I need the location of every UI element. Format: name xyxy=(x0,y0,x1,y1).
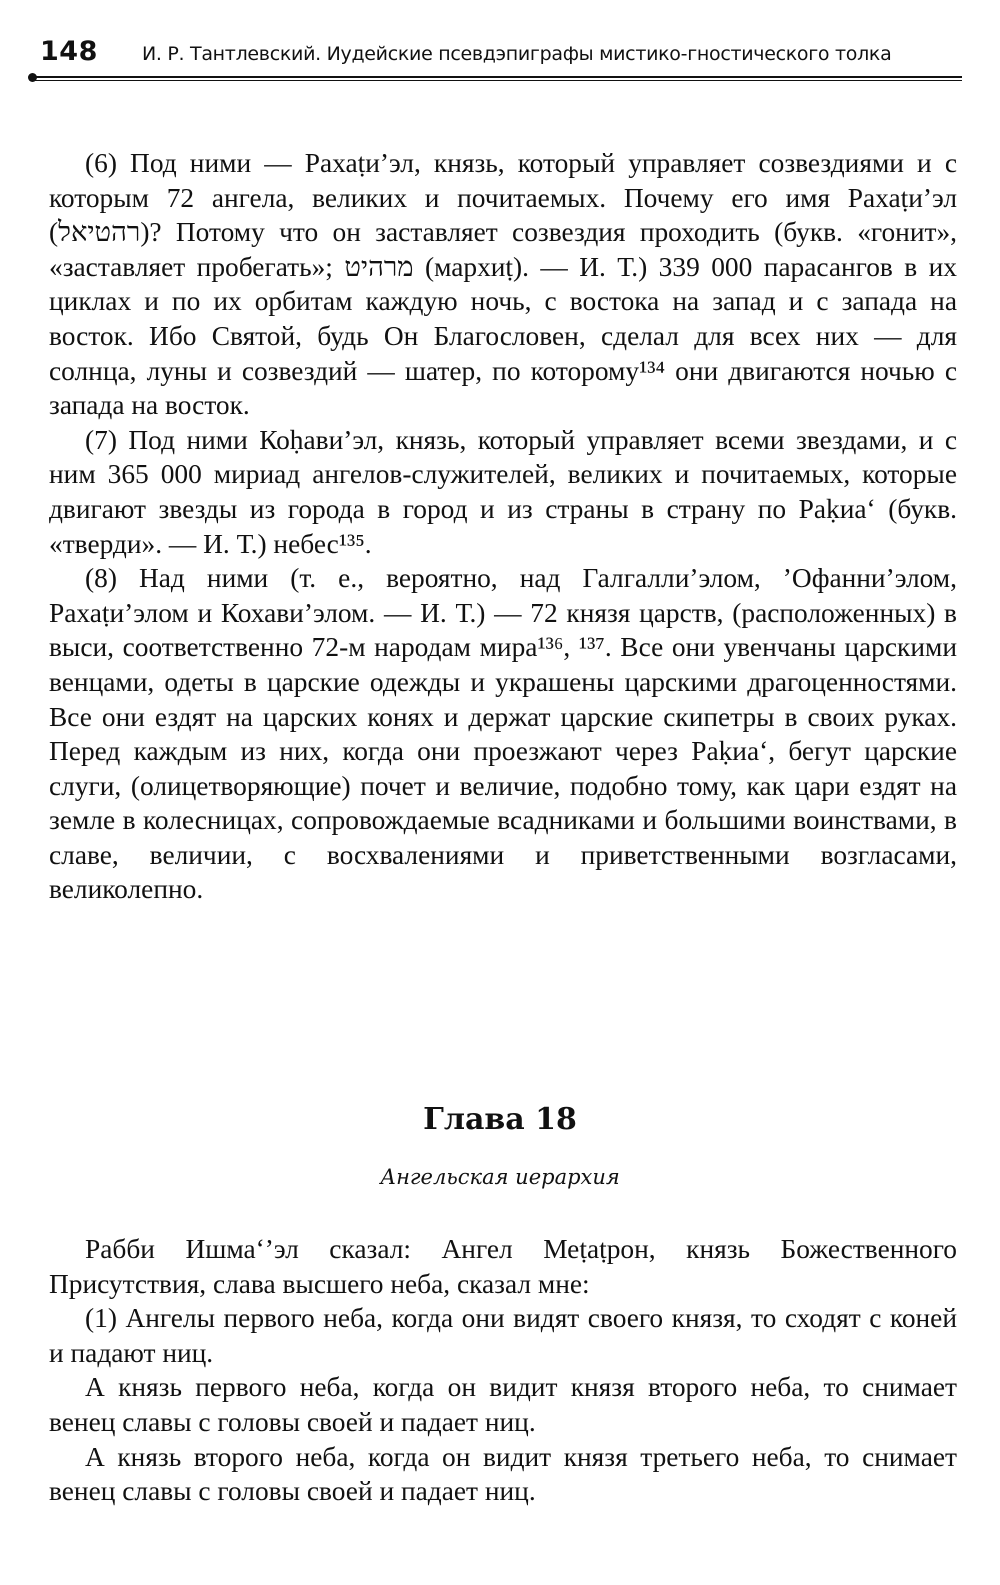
paragraph-7: (7) Под ними Коḥави’эл, князь, который управляет всеми звездами, и с ним 365 000 мириад ангелов-служителей, великих и почитаемых, которые двигают звезды из города в город и из страны в страну по Раḳиа‘ (букв. «тверди». — И. Т.) небес¹³⁵. xyxy=(49,424,957,559)
text-block-bottom xyxy=(49,1232,957,1509)
paragraph-intro: Рабби Ишма‘’эл сказал: Ангел Меṭаṭрон, князь Божественного Присутствия, слава высшего неба, сказал мне: xyxy=(49,1234,957,1299)
text-block-top xyxy=(49,146,957,907)
running-title: И. Р. Тантлевский. Иудейские псевдэпиграфы мистико-гностического толка xyxy=(142,43,892,65)
paragraph-6: (6) Под ними — Рахаṭи’эл, князь, который управляет созвездиями и с которым 72 ангела, великих и почитаемых. Почему его имя Рахаṭи’эл (רהטיאל)? Потому что он заставляет созвездия проходить (букв. «гонит», «заставляет пробегать»; מרהיט (мархиṭ). — И. Т.) 339 000 парасангов в их циклах и по их орбитам каждую ночь, с востока на запад и с запада на восток. Ибо Святой, будь Он Благословен, сделал для всех них — для солнца, луны и созвездий — шатер, по которому¹³⁴ они двигаются ночью с запада на восток. xyxy=(49,148,957,421)
running-header xyxy=(30,36,962,72)
header-rule-thick xyxy=(30,76,962,78)
page-number: 148 xyxy=(40,36,98,67)
paragraph-second-prince: А князь второго неба, когда он видит князя третьего неба, то снимает венец славы с головы своей и падает ниц. xyxy=(49,1441,957,1507)
paragraph-8: (8) Над ними (т. е., вероятно, над Галгалли’элом, ’Офанни’элом, Рахаṭи’элом и Кохави’элом. — И. Т.) — 72 князя царств, (расположенных) в выси, соответственно 72-м народам мира¹³⁶, ¹³⁷. Все они увенчаны царскими венцами, одеты в царские одежды и украшены царскими драгоценностями. Все они ездят на царских конях и держат царские скипетры в своих руках. Перед каждым из них, когда они проезжают через Раḳиа‘, бегут царские слуги, (олицетворяющие) почет и величие, подобно тому, как цари ездят на земле в колесницах, сопровождаемые всадниками и большими воинствами, в славе, величии, с восхвалениями и приветственными возгласами, великолепно. xyxy=(49,563,957,905)
header-rule xyxy=(30,76,962,81)
paragraph-first-prince: А князь первого неба, когда он видит князя второго неба, то снимает венец славы с головы своей и падает ниц. xyxy=(49,1372,957,1437)
chapter-subtitle: Ангельская иерархия xyxy=(380,1165,620,1189)
header-rule-thin xyxy=(30,80,962,81)
header-rule-dot xyxy=(28,73,37,82)
chapter-title: Глава 18 xyxy=(423,1102,577,1137)
paragraph-1: (1) Ангелы первого неба, когда они видят своего князя, то сходят с коней и падают ниц. xyxy=(49,1303,957,1368)
